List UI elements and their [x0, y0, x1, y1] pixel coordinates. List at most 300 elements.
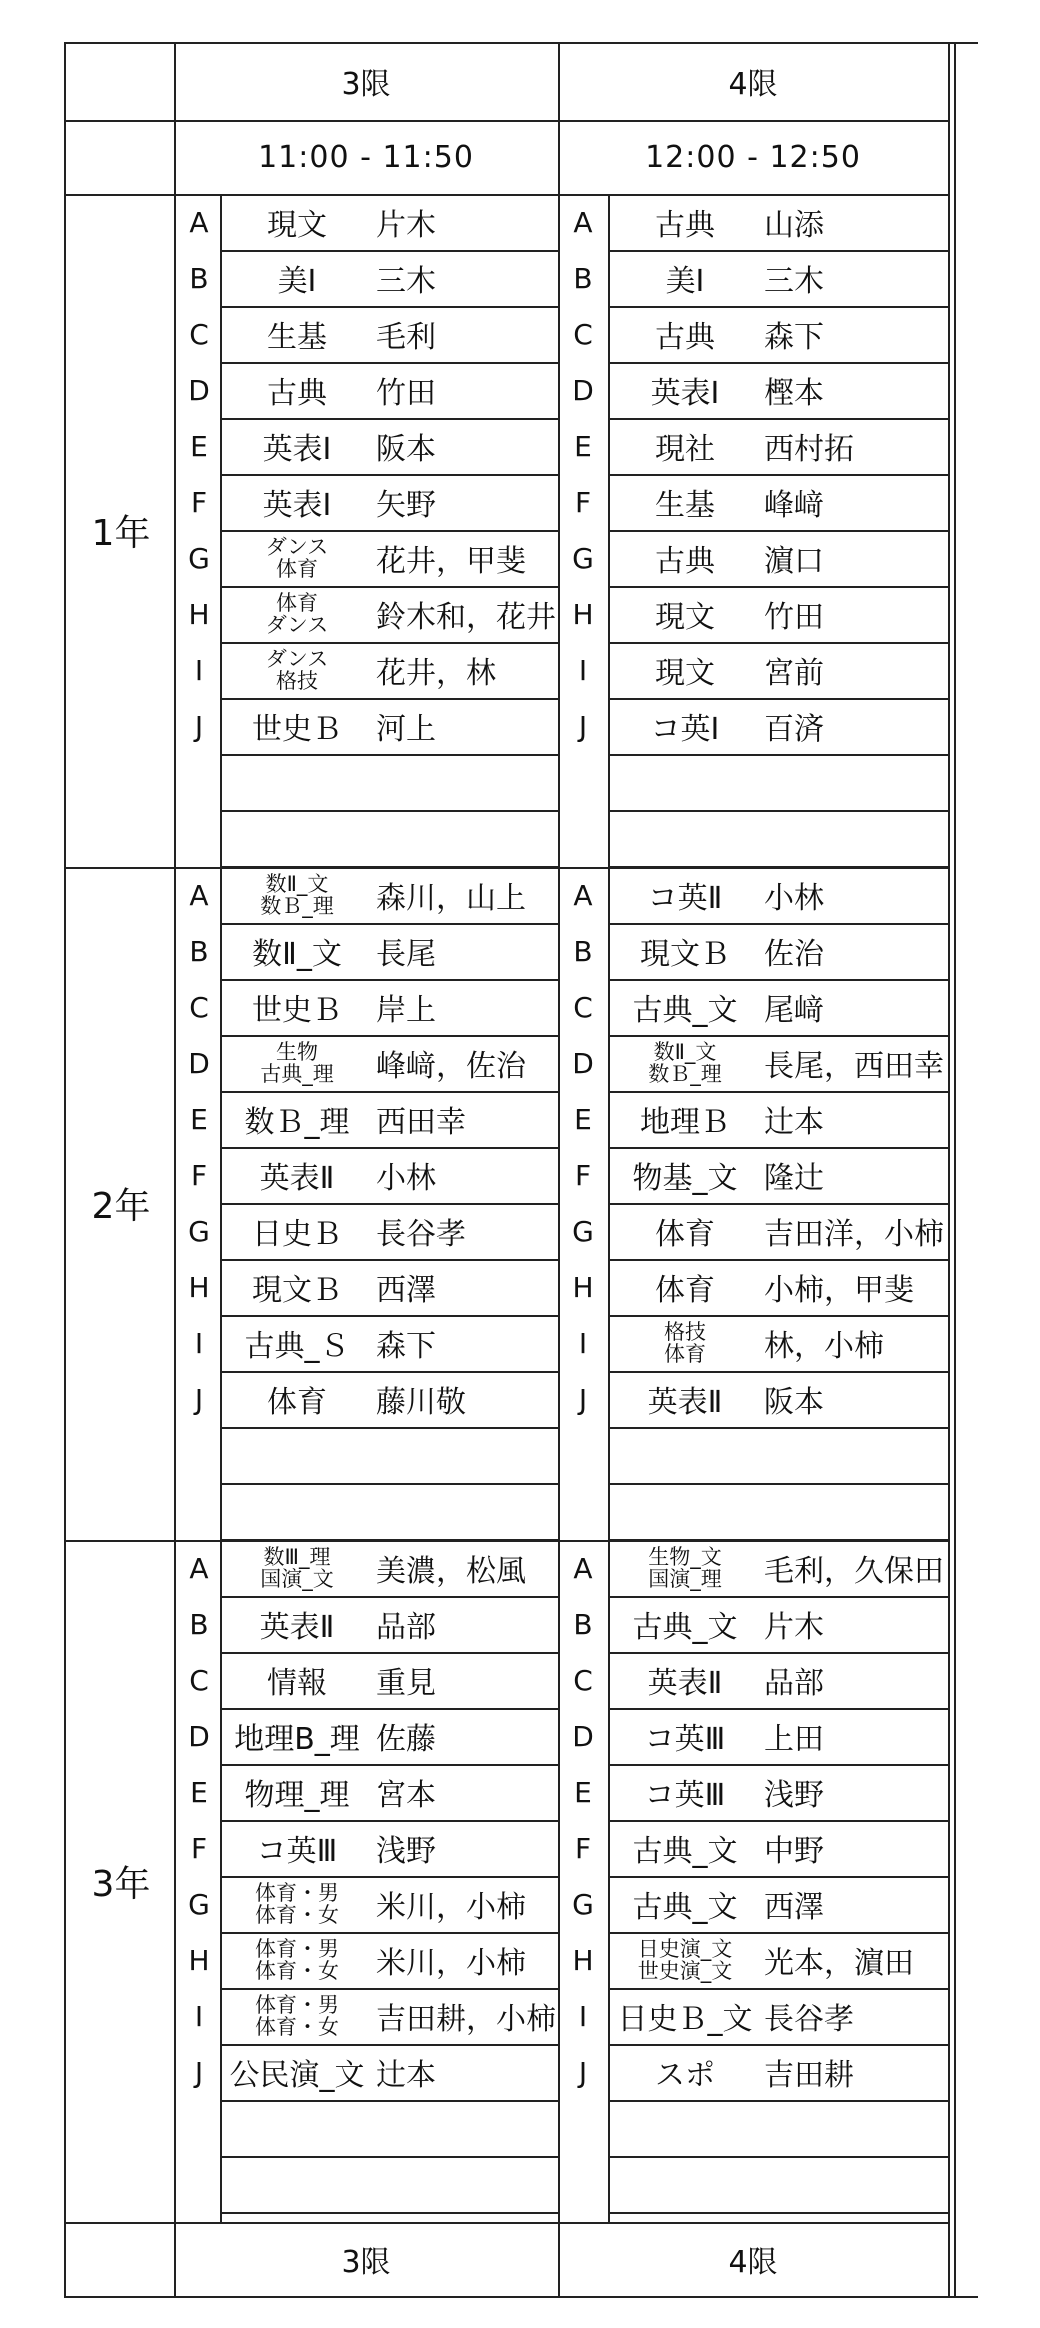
grid-line	[220, 698, 558, 700]
period3-cell	[222, 1820, 556, 1876]
class-letter: H	[188, 597, 210, 631]
grid-line	[608, 979, 948, 981]
subject-name	[222, 704, 372, 748]
subject-line: 数Ｂ_理	[648, 1062, 722, 1086]
subject-line: ダンス	[265, 613, 329, 637]
teacher-name: 美濃，松風	[376, 1554, 526, 1589]
period3-cell	[222, 306, 556, 362]
subject-line: 体育・女	[255, 1959, 339, 1983]
class-letter: A	[189, 878, 209, 912]
subject-name	[610, 704, 760, 748]
grid-line	[220, 1315, 558, 1317]
class-letter: C	[189, 990, 209, 1024]
subject-line: 英表Ⅰ	[262, 488, 332, 523]
subject-line: 現社	[655, 432, 715, 467]
subject-name	[610, 1826, 760, 1870]
teacher-name: 三木	[376, 264, 436, 299]
subject-line: 体育	[655, 1217, 715, 1252]
teacher-name: 河上	[376, 712, 436, 747]
teacher-name: 吉田耕，小柿	[376, 2002, 556, 2037]
teacher-name: 西村拓	[764, 432, 854, 467]
grid-line	[220, 1483, 558, 1485]
teacher-name: 矢野	[376, 488, 436, 523]
subject-name	[222, 312, 372, 356]
class-letter: B	[189, 1607, 209, 1641]
time-range-4: 12:00 - 12:50	[645, 139, 861, 175]
grid-line	[608, 1091, 948, 1093]
teacher-name: 浅野	[764, 1778, 824, 1813]
grid-line	[220, 979, 558, 981]
grid-line	[220, 2100, 558, 2102]
teacher-name: 花井，甲斐	[376, 544, 526, 579]
period3-cell	[222, 194, 556, 250]
class-letter: H	[572, 597, 594, 631]
teacher-name: 西澤	[764, 1890, 824, 1925]
grade-label: 3年	[91, 1863, 151, 1905]
grid-line	[608, 1147, 948, 1149]
class-letter: J	[578, 709, 588, 743]
period4-cell	[610, 362, 946, 418]
period3-cell	[222, 1932, 556, 1988]
grid-line	[220, 1820, 558, 1822]
teacher-name: 森下	[376, 1329, 436, 1364]
subject-line: 古典	[655, 208, 715, 243]
grid-line	[220, 810, 558, 812]
grid-line	[608, 1596, 948, 1598]
subject-name	[222, 536, 372, 580]
period3-cell	[222, 250, 556, 306]
grid-line	[608, 306, 948, 308]
subject-name	[610, 873, 760, 917]
period3-cell	[222, 923, 556, 979]
period3-cell	[222, 2044, 556, 2100]
class-letter: J	[194, 1382, 204, 1416]
period3-cell	[222, 1708, 556, 1764]
grid-line	[220, 1596, 558, 1598]
class-letter: F	[190, 485, 208, 519]
period4-cell	[610, 530, 946, 586]
class-letter: B	[573, 934, 593, 968]
teacher-name: 山添	[764, 208, 824, 243]
class-letter: I	[578, 1999, 588, 2033]
class-letter: H	[572, 1270, 594, 1304]
class-letter: F	[574, 1831, 592, 1865]
period4-cell	[610, 1596, 946, 1652]
teacher-name: 重見	[376, 1666, 436, 1701]
teacher-name: 竹田	[376, 376, 436, 411]
class-letter: I	[194, 1326, 204, 1360]
period4-cell	[610, 586, 946, 642]
period4-cell	[610, 1540, 946, 1596]
class-letter: D	[572, 1046, 594, 1080]
class-letter: A	[573, 205, 593, 239]
class-letter: J	[194, 709, 204, 743]
subject-name	[610, 929, 760, 973]
grid-line	[220, 1371, 558, 1373]
grid-line	[220, 1708, 558, 1710]
subject-line: 現文	[655, 656, 715, 691]
class-letter: I	[194, 1999, 204, 2033]
period-footer-4: 4限	[728, 2245, 778, 2280]
subject-line: 英表Ⅰ	[650, 376, 720, 411]
subject-name	[222, 424, 372, 468]
period3-cell	[222, 1203, 556, 1259]
grid-line	[220, 1652, 558, 1654]
subject-line: 数Ⅲ_理	[263, 1545, 331, 1569]
subject-name	[610, 1153, 760, 1197]
grid-line	[948, 42, 950, 2296]
subject-name	[222, 1153, 372, 1197]
teacher-name: 宮前	[764, 656, 824, 691]
class-letter: D	[188, 1046, 210, 1080]
period4-cell	[610, 1091, 946, 1147]
grid-line	[220, 642, 558, 644]
class-letter: I	[194, 653, 204, 687]
subject-name	[610, 1265, 760, 1309]
teacher-name: 浅野	[376, 1834, 436, 1869]
subject-line: 世史Ｂ	[252, 993, 342, 1028]
period4-cell	[610, 418, 946, 474]
grid-line	[608, 1540, 610, 2222]
period3-cell	[222, 362, 556, 418]
subject-line: 物理_理	[244, 1778, 350, 1813]
subject-line: 公民演_文	[229, 2058, 365, 2093]
subject-line: コ英Ⅱ	[647, 881, 723, 916]
period4-cell	[610, 1988, 946, 2044]
period3-cell	[222, 1988, 556, 2044]
subject-name	[610, 1097, 760, 1141]
subject-line: 情報	[267, 1666, 327, 1701]
class-letter: E	[574, 429, 592, 463]
teacher-name: 隆辻	[764, 1161, 824, 1196]
period-header-4: 4限	[728, 67, 778, 102]
grid-line	[220, 923, 558, 925]
period3-cell	[222, 979, 556, 1035]
grid-line	[608, 1932, 948, 1934]
period3-cell	[222, 474, 556, 530]
period4-cell	[610, 2044, 946, 2100]
period3-cell	[222, 1596, 556, 1652]
subject-line: 古典	[655, 320, 715, 355]
class-letter: E	[574, 1775, 592, 1809]
period4-cell	[610, 1820, 946, 1876]
class-letter: C	[189, 1663, 209, 1697]
class-letter: A	[573, 878, 593, 912]
class-letter: D	[572, 1719, 594, 1753]
teacher-name: 西澤	[376, 1273, 436, 1308]
subject-line: 英表Ⅱ	[647, 1666, 723, 1701]
class-letter: D	[188, 373, 210, 407]
class-letter: B	[573, 1607, 593, 1641]
subject-name	[610, 985, 760, 1029]
subject-line: 体育	[267, 1385, 327, 1420]
subject-name	[222, 1209, 372, 1253]
subject-line: 日史Ｂ_文	[617, 2002, 753, 2037]
grid-line	[608, 1315, 948, 1317]
subject-name	[610, 1658, 760, 1702]
class-letter: B	[573, 261, 593, 295]
subject-name	[222, 200, 372, 244]
period4-cell	[610, 1932, 946, 1988]
subject-line: ダンス	[265, 535, 329, 559]
subject-line: 体育	[276, 591, 318, 615]
period3-cell	[222, 586, 556, 642]
period4-cell	[610, 979, 946, 1035]
grid-line	[954, 42, 956, 2296]
class-letter: G	[572, 1887, 594, 1921]
teacher-name: 藤川敬	[376, 1385, 466, 1420]
grid-line	[220, 530, 558, 532]
subject-line: 生物	[276, 1040, 318, 1064]
subject-name	[610, 648, 760, 692]
subject-line: コ英Ⅰ	[650, 712, 720, 747]
class-letter: A	[573, 1551, 593, 1585]
subject-line: 古典	[655, 544, 715, 579]
class-letter: G	[572, 1214, 594, 1248]
class-letter: E	[574, 1102, 592, 1136]
grid-line	[608, 698, 948, 700]
class-letter: G	[188, 1887, 210, 1921]
grid-line	[608, 1427, 948, 1429]
class-letter: H	[188, 1270, 210, 1304]
grid-line	[608, 2156, 948, 2158]
subject-name	[610, 1994, 760, 2038]
class-letter: C	[189, 317, 209, 351]
grid-line	[608, 530, 948, 532]
subject-line: 数Ⅱ_文	[653, 1040, 717, 1064]
period3-cell	[222, 1259, 556, 1315]
period4-cell	[610, 1259, 946, 1315]
subject-name	[610, 2050, 760, 2094]
subject-line: 古典	[267, 376, 327, 411]
teacher-name: 長尾，西田幸	[764, 1049, 944, 1084]
subject-line: 英表Ⅱ	[259, 1161, 335, 1196]
subject-name	[610, 1041, 760, 1085]
teacher-name: 峰﨑，佐治	[376, 1049, 526, 1084]
subject-line: ダンス	[265, 647, 329, 671]
subject-name	[222, 1602, 372, 1646]
subject-name	[610, 1546, 760, 1590]
period4-cell	[610, 1035, 946, 1091]
grid-line	[608, 418, 948, 420]
class-letter: B	[189, 261, 209, 295]
grid-line	[608, 1259, 948, 1261]
teacher-name: 峰﨑	[764, 488, 824, 523]
period3-cell	[222, 418, 556, 474]
subject-line: 地理Ｂ	[640, 1105, 730, 1140]
period4-cell	[610, 698, 946, 754]
grade-label: 2年	[91, 1186, 151, 1227]
period3-cell	[222, 1147, 556, 1203]
grid-line	[220, 754, 558, 756]
subject-name	[610, 312, 760, 356]
subject-name	[610, 1770, 760, 1814]
period4-cell	[610, 867, 946, 923]
teacher-name: 米川，小柿	[376, 1890, 526, 1925]
subject-name	[610, 1882, 760, 1926]
subject-line: スポ	[655, 2058, 715, 2093]
subject-line: 数Ｂ_理	[244, 1105, 350, 1140]
grid-line	[608, 923, 948, 925]
period4-cell	[610, 642, 946, 698]
subject-name	[222, 1265, 372, 1309]
subject-line: 国演_文	[260, 1567, 334, 1591]
teacher-name: 三木	[764, 264, 824, 299]
teacher-name: 花井，林	[376, 656, 496, 691]
period3-cell	[222, 867, 556, 923]
subject-line: 国演_理	[648, 1567, 722, 1591]
class-letter: J	[194, 2055, 204, 2089]
subject-name	[222, 1041, 372, 1085]
subject-name	[222, 1938, 372, 1982]
subject-name	[222, 1882, 372, 1926]
teacher-name: 樫本	[764, 376, 824, 411]
subject-name	[222, 1321, 372, 1365]
subject-line: 現文Ｂ	[252, 1273, 342, 1308]
grid-line	[64, 2222, 948, 2224]
subject-line: 美Ⅰ	[277, 264, 317, 299]
grid-line	[608, 1203, 948, 1205]
period4-cell	[610, 923, 946, 979]
subject-line: 古典_理	[260, 1062, 334, 1086]
grid-line	[608, 1988, 948, 1990]
grid-line	[220, 1427, 558, 1429]
period4-cell	[610, 306, 946, 362]
period3-cell	[222, 1035, 556, 1091]
teacher-name: 片木	[764, 1610, 824, 1645]
grid-line	[608, 474, 948, 476]
grid-line	[220, 586, 558, 588]
subject-name	[222, 873, 372, 917]
class-letter: J	[578, 2055, 588, 2089]
teacher-name: 鈴木和，花井	[376, 600, 556, 635]
period3-cell	[222, 1091, 556, 1147]
teacher-name: 吉田耕	[764, 2058, 854, 2093]
subject-line: 体育	[276, 557, 318, 581]
teacher-name: 佐藤	[376, 1722, 436, 1757]
teacher-name: 吉田洋，小柿	[764, 1217, 944, 1252]
grid-line	[64, 194, 948, 196]
subject-name	[222, 480, 372, 524]
teacher-name: 上田	[764, 1722, 824, 1757]
subject-line: 体育・女	[255, 2015, 339, 2039]
subject-name	[610, 368, 760, 412]
subject-name	[610, 200, 760, 244]
grid-line	[174, 42, 176, 2296]
subject-name	[610, 424, 760, 468]
grid-line	[64, 120, 948, 122]
class-letter: C	[573, 990, 593, 1024]
subject-name	[222, 985, 372, 1029]
time-range-3: 11:00 - 11:50	[258, 139, 474, 175]
grid-line	[220, 250, 558, 252]
grid-line	[220, 2212, 558, 2214]
subject-line: 格技	[276, 669, 318, 693]
grid-line	[608, 810, 948, 812]
subject-name	[222, 929, 372, 973]
class-letter: E	[190, 429, 208, 463]
class-letter: C	[573, 317, 593, 351]
grid-line	[608, 1820, 948, 1822]
teacher-name: 阪本	[376, 432, 436, 467]
grid-line	[220, 1764, 558, 1766]
subject-line: 古典_文	[632, 1890, 738, 1925]
period3-cell	[222, 642, 556, 698]
class-letter: F	[574, 485, 592, 519]
subject-line: 日史演_文	[637, 1937, 733, 1961]
teacher-name: 岸上	[376, 993, 436, 1028]
teacher-name: 尾﨑	[764, 993, 824, 1028]
teacher-name: 毛利，久保田	[764, 1554, 944, 1589]
grid-line	[608, 1652, 948, 1654]
subject-name	[610, 1602, 760, 1646]
subject-line: 古典_文	[632, 1610, 738, 1645]
subject-line: 体育	[664, 1342, 706, 1366]
period4-cell	[610, 194, 946, 250]
teacher-name: 阪本	[764, 1385, 824, 1420]
subject-name	[222, 1658, 372, 1702]
grid-line	[220, 474, 558, 476]
teacher-name: 百済	[764, 712, 824, 747]
subject-line: 現文	[267, 208, 327, 243]
subject-name	[610, 1714, 760, 1758]
period3-cell	[222, 1371, 556, 1427]
subject-line: コ英Ⅲ	[644, 1778, 726, 1813]
subject-line: 生基	[655, 488, 715, 523]
teacher-name: 品部	[764, 1666, 824, 1701]
grid-line	[220, 1035, 558, 1037]
teacher-name: 佐治	[764, 937, 824, 972]
teacher-name: 森川，山上	[376, 881, 526, 916]
subject-line: 現文Ｂ	[640, 937, 730, 972]
period4-cell	[610, 250, 946, 306]
subject-line: 体育・男	[255, 1993, 339, 2017]
grid-line	[220, 1259, 558, 1261]
period4-cell	[610, 1371, 946, 1427]
teacher-name: 米川，小柿	[376, 1946, 526, 1981]
subject-name	[222, 368, 372, 412]
subject-name	[222, 1770, 372, 1814]
subject-line: 体育・男	[255, 1937, 339, 1961]
period3-cell	[222, 1315, 556, 1371]
subject-name	[610, 480, 760, 524]
period4-cell	[610, 1876, 946, 1932]
teacher-name: 長尾	[376, 937, 436, 972]
grid-line	[608, 754, 948, 756]
subject-line: 古典_文	[632, 993, 738, 1028]
period3-cell	[222, 1540, 556, 1596]
grid-line	[64, 42, 978, 44]
teacher-name: 小柿，甲斐	[764, 1273, 914, 1308]
subject-line: 体育・女	[255, 1903, 339, 1927]
period4-cell	[610, 474, 946, 530]
period-footer-3: 3限	[341, 2245, 391, 2280]
teacher-name: 光本，濵田	[764, 1946, 914, 1981]
grid-line	[608, 1483, 948, 1485]
class-letter: A	[189, 1551, 209, 1585]
subject-name	[222, 1994, 372, 2038]
subject-name	[610, 1209, 760, 1253]
teacher-name: 長谷孝	[376, 1217, 466, 1252]
subject-name	[610, 256, 760, 300]
grid-line	[220, 1091, 558, 1093]
teacher-name: 森下	[764, 320, 824, 355]
grid-line	[608, 1764, 948, 1766]
subject-line: 数Ⅱ_文	[265, 872, 329, 896]
grid-line	[64, 42, 66, 2296]
period-header-3: 3限	[341, 67, 391, 102]
class-letter: B	[189, 934, 209, 968]
